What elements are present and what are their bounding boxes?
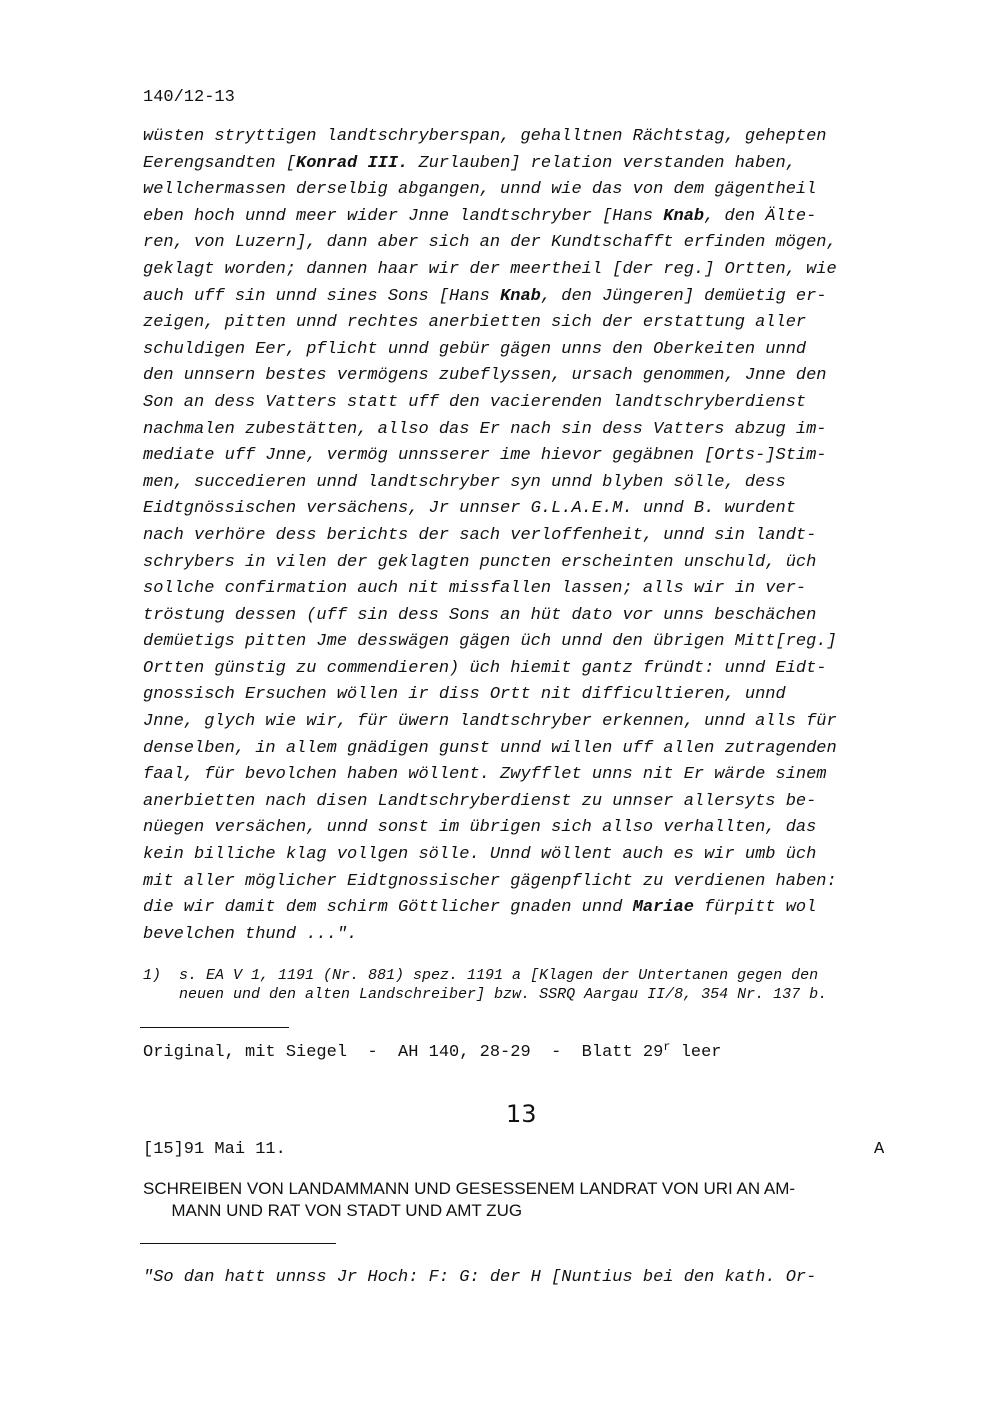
source-superscript: r: [663, 1040, 671, 1054]
body-line: die wir damit dem schirm Göttlicher gnaden unnd Mariae fürpitt wol: [143, 898, 817, 918]
body-line: schrybers in vilen der geklagten puncten erscheinten unschuld, üch: [143, 552, 817, 572]
quote-start: "So dan hatt unnss Jr Hoch: F: G: der H [Nuntius bei den kath. Or-: [143, 1268, 817, 1287]
body-line: gnossisch Ersuchen wöllen ir diss Ortt nit difficultieren, unnd: [143, 685, 786, 705]
heading-line-2: MANN UND RAT VON STADT UND AMT ZUG: [143, 1201, 523, 1220]
body-line: ren, von Luzern], dann aber sich an der Kundtschafft erfinden mögen,: [143, 233, 837, 253]
body-line: nachmalen zubestätten, allso das Er nach sin dess Vatters abzug im-: [143, 419, 827, 439]
body-line: mit aller möglicher Eidtgnossischer gägenpflicht zu verdienen haben:: [143, 871, 837, 891]
source-text: Original, mit Siegel - AH 140, 28-29 - Blatt 29: [143, 1043, 664, 1062]
body-line: Ortten günstig zu commendieren) üch hiemit gantz fründt: unnd Eidt-: [143, 658, 827, 678]
bold-name: Konrad III.: [296, 153, 409, 173]
body-line: faal, für bevolchen haben wöllent. Zwyfflet unns nit Er wärde sinem: [143, 765, 827, 785]
body-line: eben hoch unnd meer wider Jnne landtschryber [Hans Knab, den Älte-: [143, 206, 817, 226]
footnote: [143, 966, 827, 1004]
body-line: zeigen, pitten unnd rechtes anerbietten sich der erstattung aller: [143, 313, 807, 333]
body-line: Eidtgnössischen versächens, Jr unnser G.L.A.E.M. unnd B. wurdent: [143, 499, 796, 519]
page-number: 140/12-13: [143, 88, 235, 107]
heading-line-1: SCHREIBEN VON LANDAMMANN UND GESESSENEM LANDRAT VON URI AN AM-: [143, 1179, 796, 1198]
bold-name: Knab: [663, 206, 705, 226]
body-line: nach verhöre dess berichts der sach verloffenheit, unnd sin landt-: [143, 525, 817, 545]
body-line: schuldigen Eer, pflicht unnd gebür gägen unns den Oberkeiten unnd: [143, 339, 807, 359]
footnote-line-1: 1) s. EA V 1, 1191 (Nr. 881) spez. 1191 a [Klagen der Untertanen gegen den: [143, 967, 819, 984]
body-line: demüetigs pitten Jme desswägen gägen üch unnd den übrigen Mitt[reg.]: [143, 632, 837, 652]
body-line: auch uff sin unnd sines Sons [Hans Knab, den Jüngeren] demüetig er-: [143, 286, 827, 306]
body-line: kein billiche klag vollgen sölle. Unnd wöllent auch es wir umb üch: [143, 845, 817, 865]
body-line: den unnsern bestes vermögens zubeflyssen, ursach genommen, Jnne den: [143, 366, 827, 386]
body-line: tröstung dessen (uff sin dess Sons an hüt dato vor unns beschächen: [143, 605, 817, 625]
body-line: nüegen versächen, unnd sonst im übrigen sich allso verhallten, das: [143, 818, 817, 838]
body-line: anerbietten nach disen Landtschryberdienst zu unnser allersyts be-: [143, 791, 817, 811]
section-divider: [140, 1027, 289, 1028]
body-line: mediate uff Jnne, vermög unnsserer ime hievor gegäbnen [Orts-]Stim-: [143, 446, 827, 466]
letter-body-text: [143, 124, 923, 948]
document-date: [15]91 Mai 11.: [143, 1140, 286, 1159]
body-line: wellchermassen derselbig abgangen, unnd wie das von dem gägentheil: [143, 180, 817, 200]
body-line: Son an dess Vatters statt uff den vacierenden landtschryberdienst: [143, 392, 807, 412]
footnote-line-2: neuen und den alten Landschreiber] bzw. SSRQ Aargau II/8, 354 Nr. 137 b.: [143, 986, 828, 1003]
heading-divider: [140, 1243, 336, 1244]
document-number: 13: [506, 1100, 537, 1128]
body-line: Eerengsandten [Konrad III. Zurlauben] relation verstanden haben,: [143, 153, 796, 173]
bold-name: Mariae: [632, 898, 694, 918]
body-line: geklagt worden; dannen haar wir der meertheil [der reg.] Ortten, wie: [143, 259, 837, 279]
body-line: bevelchen thund ...".: [143, 924, 358, 944]
body-line: men, succedieren unnd landtschryber syn unnd blyben sölle, dess: [143, 472, 786, 492]
bold-name: Knab: [500, 286, 541, 306]
document-heading: [143, 1178, 795, 1222]
document-letter: A: [874, 1140, 885, 1159]
body-line: wüsten stryttigen landtschryberspan, gehalltnen Rächtstag, gehepten: [143, 127, 827, 146]
source-suffix: leer: [670, 1043, 722, 1062]
body-line: Jnne, glych wie wir, für üwern landtschryber erkennen, unnd alls für: [143, 712, 837, 732]
source-reference: [143, 1040, 722, 1062]
body-line: denselben, in allem gnädigen gunst unnd willen uff allen zutragenden: [143, 738, 837, 758]
body-line: sollche confirmation auch nit missfallen lassen; alls wir in ver-: [143, 579, 807, 599]
